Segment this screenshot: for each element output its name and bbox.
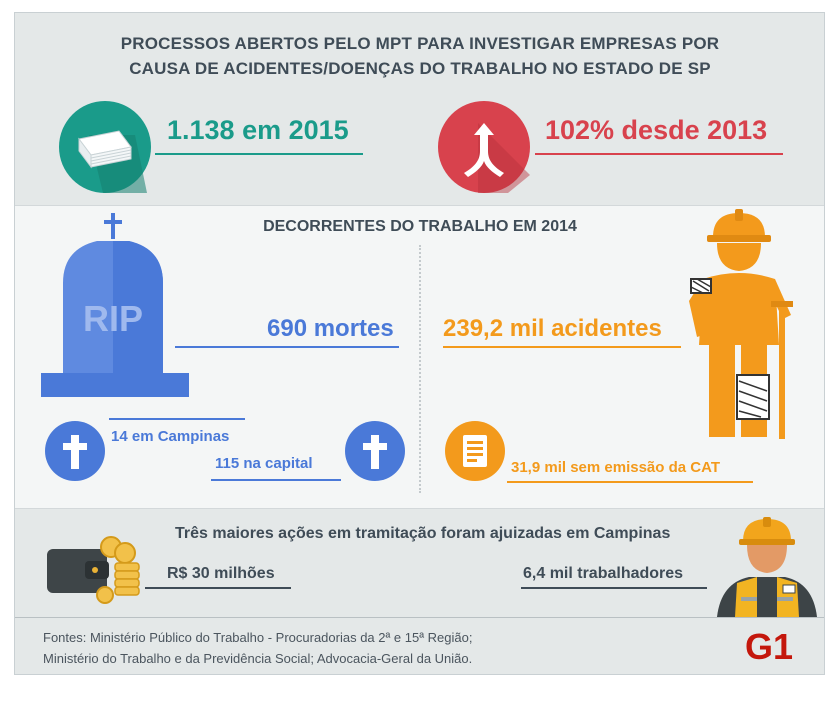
campinas-deaths: 14 em Campinas [111,428,230,445]
actions-heading: Três maiores ações em tramitação foram ajuizadas em Campinas [175,525,671,542]
capital-deaths: 115 na capital [215,455,313,472]
no-cat-underline [507,481,753,483]
deaths-count: 690 mortes [267,315,394,342]
cross-circle-icon-left [45,421,105,481]
sources-line-1: Fontes: Ministério Público do Trabalho - Procuradorias da 2ª e 15ª Região; [43,630,473,645]
capital-underline [211,479,341,481]
infographic [14,12,825,675]
workers-underline [521,587,707,589]
tombstone-icon [41,213,191,399]
papers-stack-icon [59,101,151,193]
vertical-divider [419,245,421,493]
title-line-1: PROCESSOS ABERTOS PELO MPT PARA INVESTIGAR EMPRESAS POR [120,34,720,53]
footer-divider [15,617,825,618]
money-value: R$ 30 milhões [167,565,275,582]
main-title [75,31,765,81]
growth-underline [535,153,783,155]
processes-underline [155,153,363,155]
cross-circle-icon-right [345,421,405,481]
merge-arrow-icon [438,101,530,193]
money-underline [145,587,291,589]
accidents-underline [443,346,681,348]
growth-stat: 102% desde 2013 [545,115,768,145]
g1-logo [745,627,799,663]
workers-value: 6,4 mil trabalhadores [523,565,684,582]
sources-text [43,627,472,669]
wallet-coins-icon [45,533,141,605]
g1-logo-text: G1 [745,627,794,663]
worker-avatar-icon [713,517,821,617]
no-cat-stat: 31,9 mil sem emissão da CAT [511,459,720,476]
sources-line-2: Ministério do Trabalho e da Previdência Social; Advocacia-Geral da União. [43,651,473,666]
deaths-underline [175,346,399,348]
section-2014-heading: DECORRENTES DO TRABALHO EM 2014 [263,218,577,235]
campinas-underline-top [109,418,245,420]
processes-count: 1.138 em 2015 [167,115,349,145]
injured-worker-icon [675,205,805,445]
rip-text: RIP [82,298,144,339]
document-circle-icon [445,421,505,481]
title-line-2: CAUSA DE ACIDENTES/DOENÇAS DO TRABALHO NO ESTADO DE SP [129,59,711,78]
accidents-count: 239,2 mil acidentes [443,315,662,342]
